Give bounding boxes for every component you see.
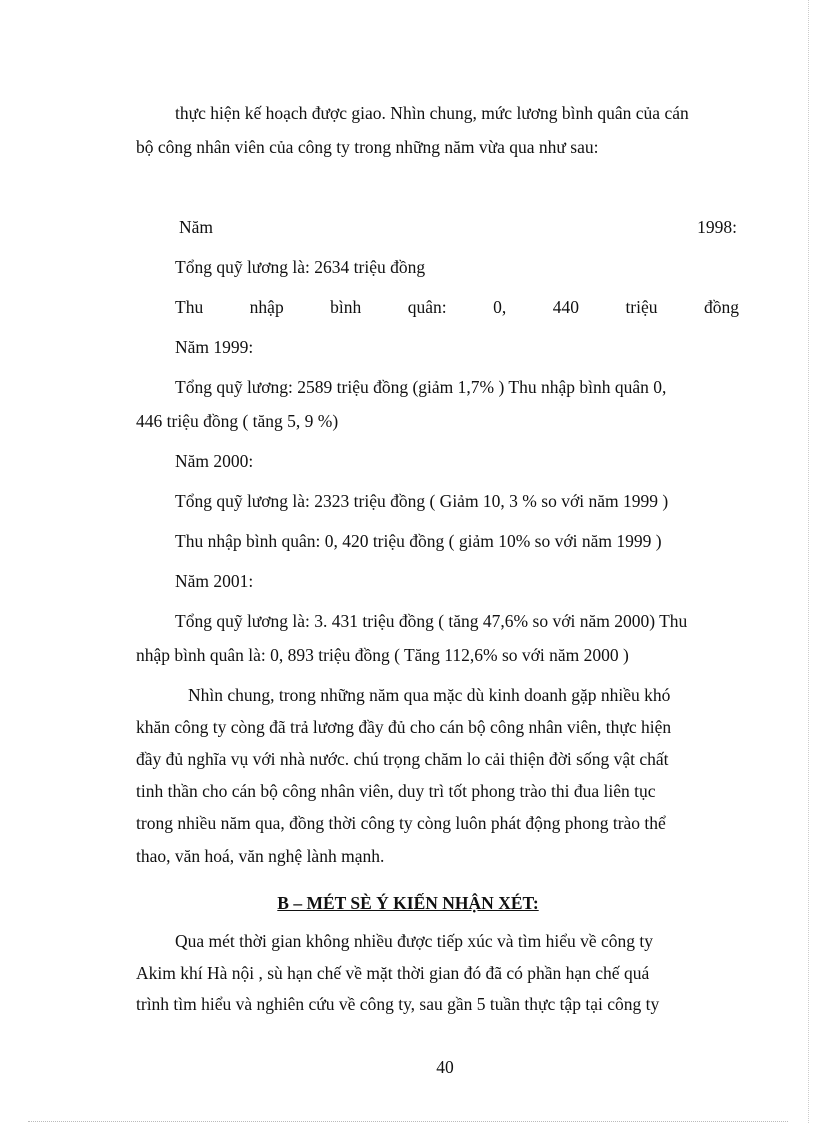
- summary-line-1: Nhìn chung, trong những năm qua mặc dù kinh doanh gặp nhiều khó: [188, 685, 671, 705]
- income-word: đồng: [703, 297, 739, 317]
- summary-line-2: khăn công ty còng đã trả lương đầy đủ cho cán bộ công nhân viên, thực hiện: [136, 717, 672, 737]
- fund-1998: Tổng quỹ lương là: 2634 triệu đồng: [175, 257, 426, 277]
- summary-line-4: tinh thần cho cán bộ công nhân viên, duy trì tốt phong trào thi đua liên tục: [136, 781, 656, 801]
- year-1998-heading: [179, 216, 737, 238]
- remarks-line-3: trình tìm hiểu và nghiên cứu về công ty, sau gần 5 tuần thực tập tại công ty: [136, 994, 660, 1014]
- body-line-2: bộ công nhân viên của công ty trong những năm vừa qua như sau:: [136, 137, 599, 157]
- year-value: 1998:: [697, 217, 737, 237]
- year-2001-heading: Năm 2001:: [175, 571, 254, 591]
- year-1999-heading: Năm 1999:: [175, 337, 254, 357]
- income-word: nhập: [249, 297, 284, 317]
- income-word: bình: [330, 297, 362, 317]
- body-line-1: thực hiện kế hoạch được giao. Nhìn chung, mức lương bình quân của cán: [175, 103, 689, 123]
- fund-2001-line-1: Tổng quỹ lương là: 3. 431 triệu đồng ( tăng 47,6% so với năm 2000) Thu: [175, 611, 688, 631]
- page-number: 40: [436, 1057, 454, 1077]
- remarks-line-1: Qua mét thời gian không nhiều được tiếp xúc và tìm hiểu về công ty: [175, 931, 654, 951]
- income-word: 440: [552, 297, 579, 317]
- income-word: triệu: [625, 297, 658, 317]
- income-2000: Thu nhập bình quân: 0, 420 triệu đồng ( giảm 10% so với năm 1999 ): [175, 531, 662, 551]
- fund-1999-line-2: 446 triệu đồng ( tăng 5, 9 %): [136, 411, 339, 431]
- income-word: quân:: [407, 297, 447, 317]
- fund-2000: Tổng quỹ lương là: 2323 triệu đồng ( Giảm 10, 3 % so với năm 1999 ): [175, 491, 669, 511]
- income-word: Thu: [175, 297, 204, 317]
- year-2000-heading: Năm 2000:: [175, 451, 254, 471]
- year-label: Năm: [179, 217, 214, 237]
- summary-line-5: trong nhiều năm qua, đồng thời công ty còng luôn phát động phong trào thể: [136, 813, 666, 833]
- section-heading: B – MÉT SÈ Ý KIẾN NHẬN XÉT:: [277, 893, 539, 913]
- fund-2001-line-2: nhập bình quân là: 0, 893 triệu đồng ( Tăng 112,6% so với năm 2000 ): [136, 645, 629, 665]
- income-word: 0,: [493, 297, 507, 317]
- page-bottom-rule: [28, 1121, 788, 1122]
- remarks-line-2: Akim khí Hà nội , sù hạn chế về mặt thời gian đó đã có phần hạn chế quá: [136, 963, 650, 983]
- summary-line-6: thao, văn hoá, văn nghệ lành mạnh.: [136, 846, 385, 866]
- fund-1999-line-1: Tổng quỹ lương: 2589 triệu đồng (giảm 1,7% ) Thu nhập bình quân 0,: [175, 377, 667, 397]
- summary-line-3: đầy đủ nghĩa vụ với nhà nước. chú trọng chăm lo cải thiện đời sống vật chất: [136, 749, 669, 769]
- income-1998: [175, 296, 739, 318]
- page-edge-rule: [808, 0, 809, 1123]
